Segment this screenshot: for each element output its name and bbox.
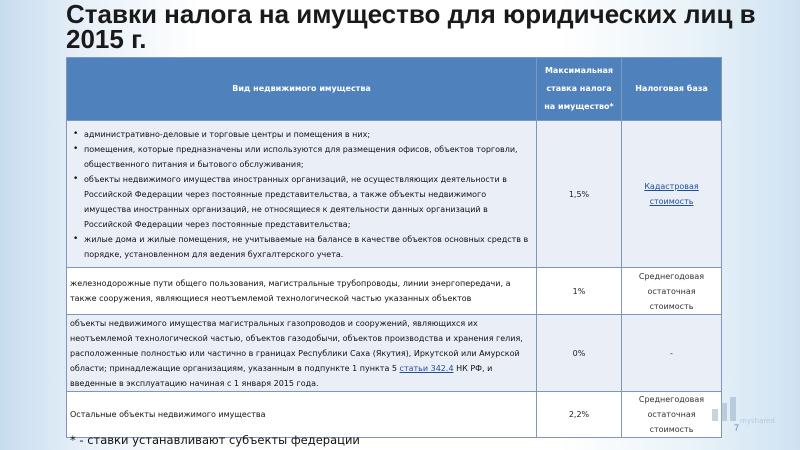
tax-base-cell: - (622, 315, 722, 392)
tax-base-cell: Среднегодовая остаточная стоимость (622, 268, 722, 315)
list-item: • административно-деловые и торговые центры и помещения в них; (84, 127, 533, 142)
table-row (67, 268, 722, 315)
property-type-cell (67, 121, 537, 268)
tax-base-cell (622, 121, 722, 268)
rate-cell: 2,2% (537, 392, 622, 438)
list-item: • помещения, которые предназначены или используются для размещения офисов, объектов торговли, общественного питания и бытового обслуживания; (84, 142, 533, 172)
row-text-after: НК РФ, и введенные в эксплуатацию начиная с 1 января 2015 года. (70, 363, 493, 388)
article-342-4-link[interactable]: статьи 342.4 (399, 363, 454, 373)
property-type-cell (67, 315, 537, 392)
list-item: • объекты недвижимого имущества иностранных организаций, не осуществляющих деятельности в Российской Федерации через постоянные представительства, а также объекты недвижимого имущества иностранных организаций, не относящиеся к деятельности данных организаций в Российской Федерации через постоянные представительства; (84, 172, 533, 232)
table-row (67, 315, 722, 392)
rate-cell: 0% (537, 315, 622, 392)
header-tax-base: Налоговая база (622, 58, 722, 121)
footnote: * - ставки устанавливают субъекты федерации (70, 433, 360, 447)
slide-title: Ставки налога на имущество для юридических лиц в 2015 г. (66, 0, 756, 54)
tax-base-cell: Среднегодовая остаточная стоимость (622, 392, 722, 438)
cadastral-value-link[interactable]: Кадастровая стоимость (644, 182, 699, 206)
row-text-before: объекты недвижимого имущества магистральных газопроводов и сооружений, являющихся их неотъемлемой технологической частью, объектов газодобычи, объектов производства и хранения гелия, расположенные полностью или частично в границах Республики Саха (Якутия), Иркутской или Амурской области; принадлежащие организациям, указанным в подпункте 1 пункта 5 (70, 318, 523, 373)
table-header-row (67, 58, 722, 121)
property-bullet-list (70, 127, 533, 262)
watermark-text: myshared (740, 417, 775, 425)
table-row (67, 392, 722, 438)
header-max-rate: Максимальная ставка налога на имущество* (537, 58, 622, 121)
header-property-type: Вид недвижимого имущества (67, 58, 537, 121)
rate-cell: 1,5% (537, 121, 622, 268)
property-type-cell: Остальные объекты недвижимого имущества (67, 392, 537, 438)
list-item: • жилые дома и жилые помещения, не учитываемые на балансе в качестве объектов основных средств в порядке, установленном для ведения бухгалтерского учета. (84, 232, 533, 262)
page-number: 7 (734, 423, 740, 433)
table-row (67, 121, 722, 268)
rate-cell: 1% (537, 268, 622, 315)
property-type-cell: железнодорожные пути общего пользования, магистральные трубопроводы, линии энергопередачи, а также сооружения, являющиеся неотъемлемой технологической частью указанных объектов (67, 268, 537, 315)
tax-rates-table (66, 57, 722, 438)
watermark-logo (690, 393, 780, 425)
